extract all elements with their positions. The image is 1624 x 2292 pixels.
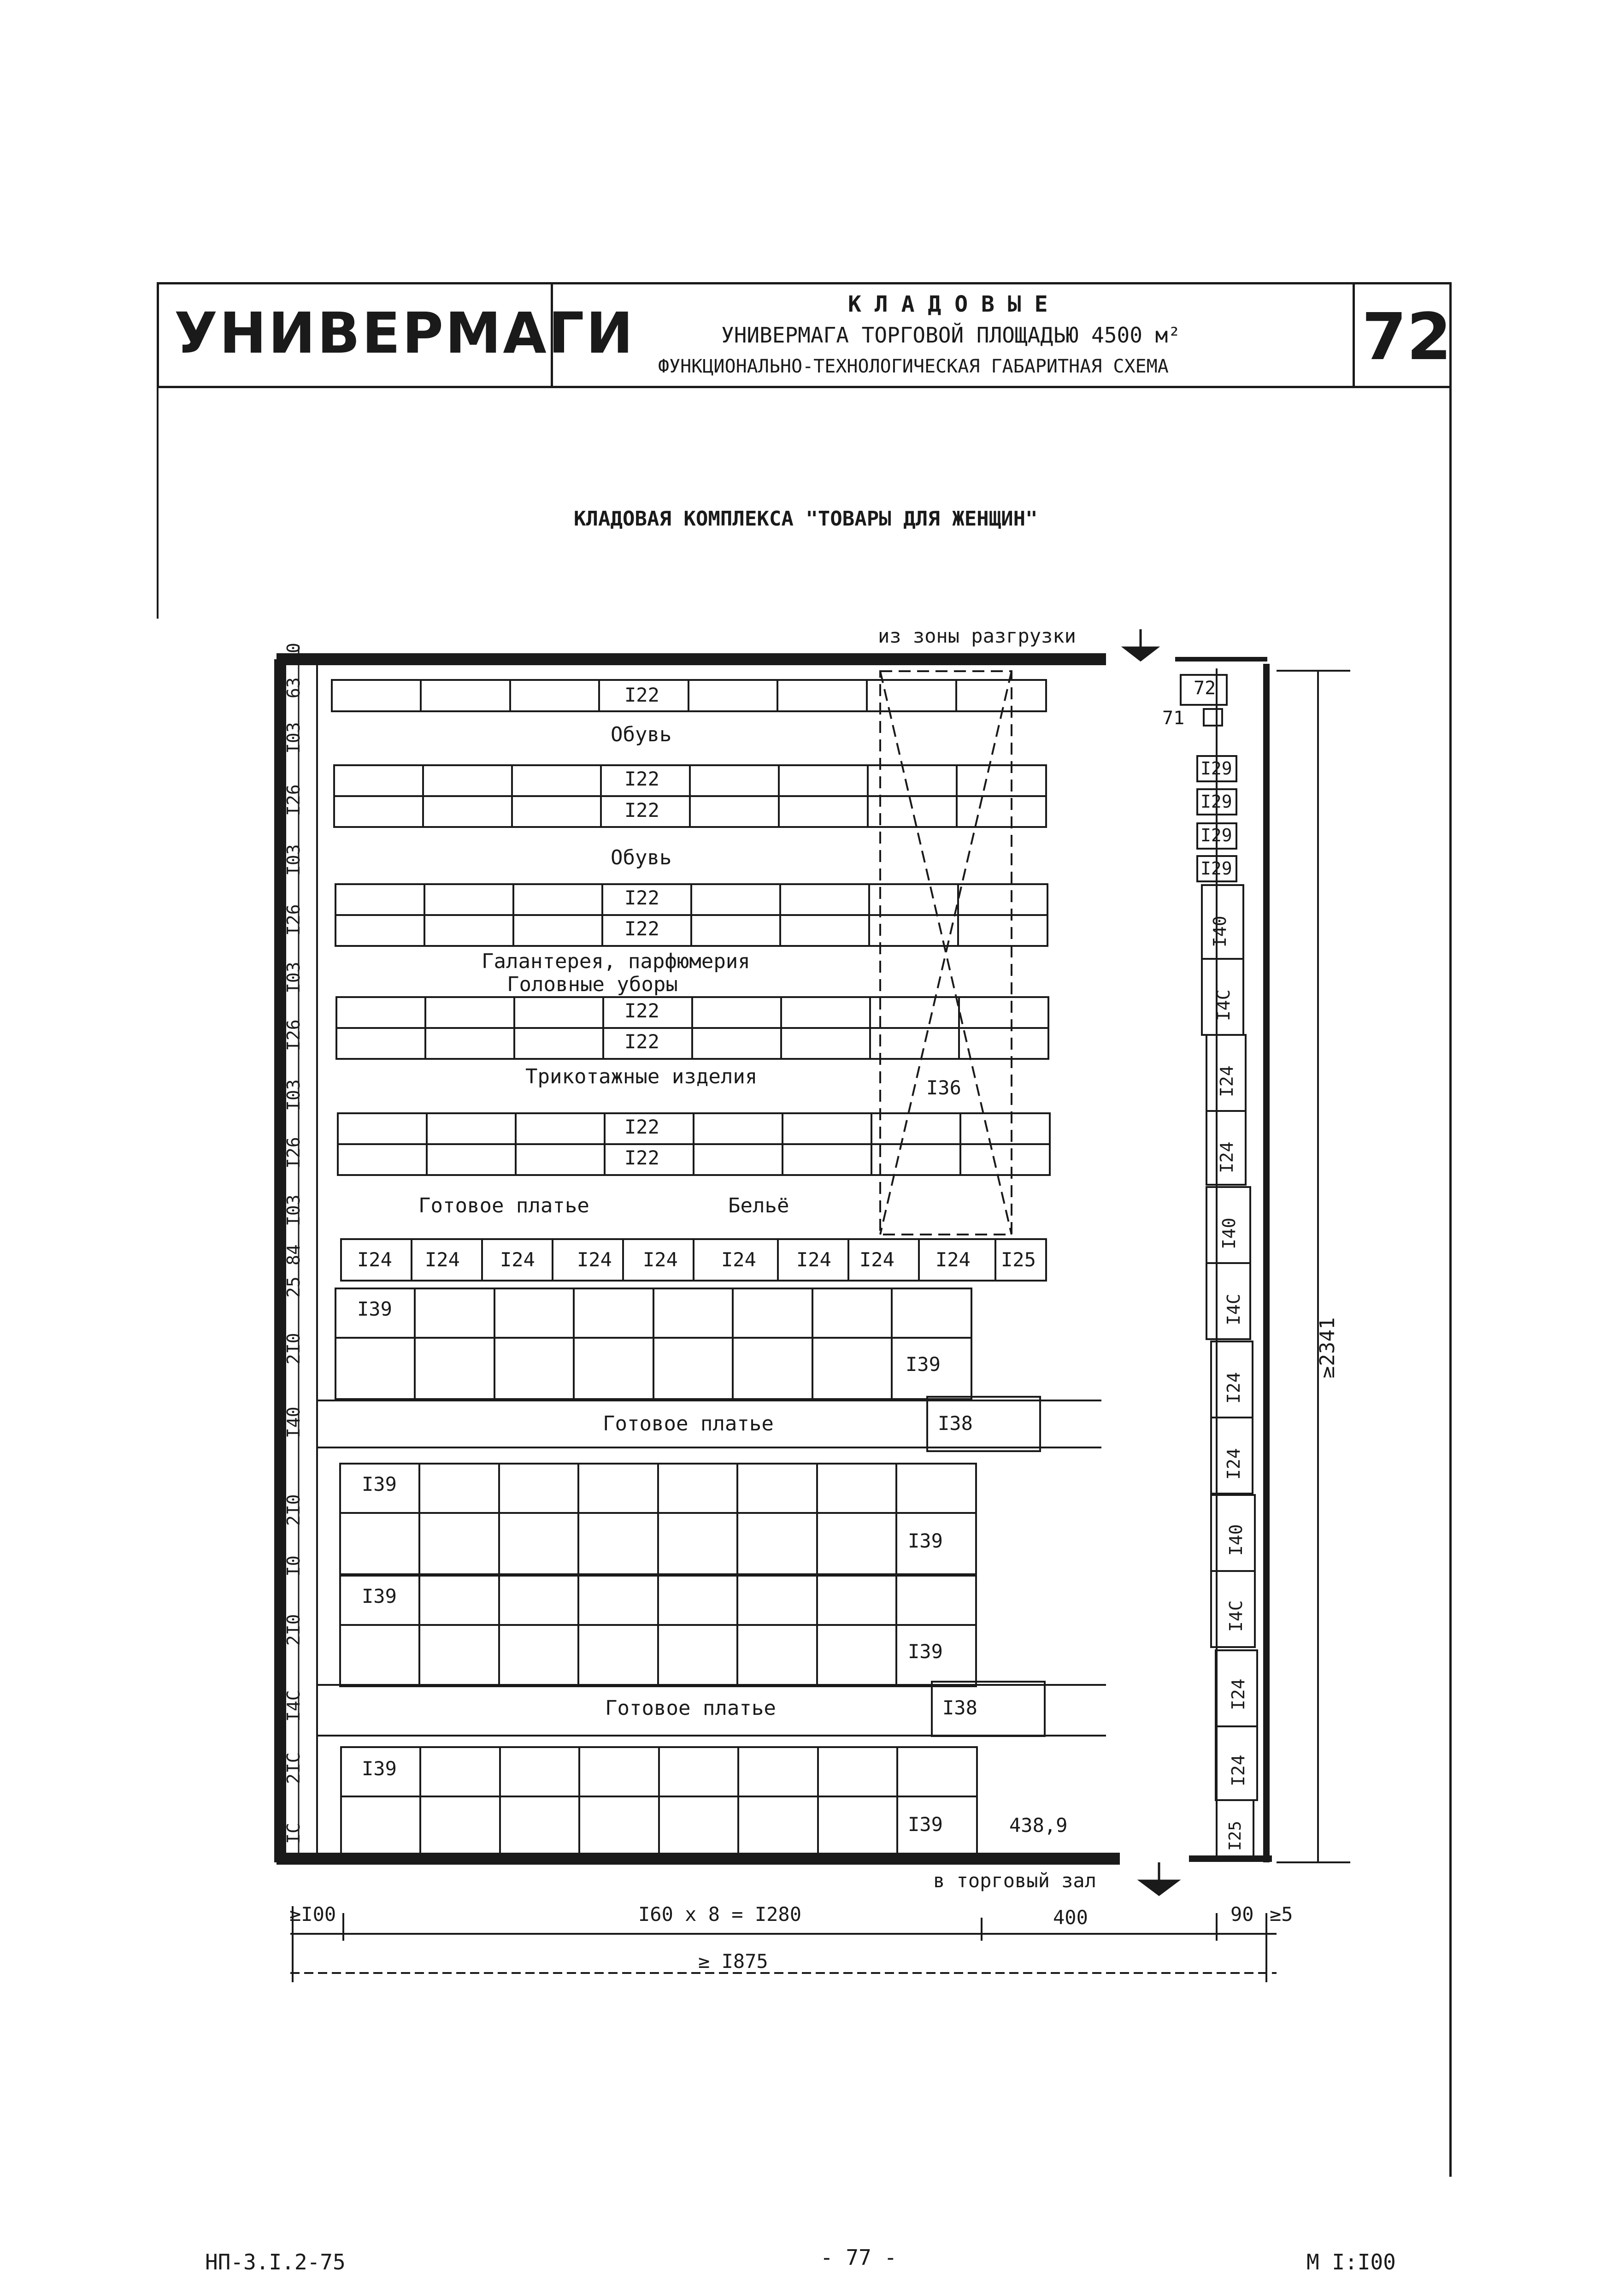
dim-bottom-2: I60 x 8 = I280 bbox=[638, 1903, 802, 1926]
left-dim: I26 bbox=[283, 784, 304, 816]
rack-label: I22 bbox=[624, 799, 659, 821]
section-gotovoe-2: Готовое платье bbox=[603, 1412, 774, 1435]
plan-heading: КЛАДОВАЯ КОМПЛЕКСА "ТОВАРЫ ДЛЯ ЖЕНЩИН" bbox=[574, 507, 1038, 531]
left-dim: 2I0 bbox=[283, 1333, 304, 1365]
side-cabinet-label: I40 bbox=[1219, 1217, 1239, 1249]
section-bele: Бельё bbox=[728, 1194, 789, 1217]
footer-code: НП-3.I.2-75 bbox=[205, 2250, 346, 2274]
table-label: I29 bbox=[1200, 792, 1232, 812]
shelf-label: I24 bbox=[721, 1248, 756, 1271]
left-dim: I26 bbox=[283, 1137, 304, 1169]
side-cabinet-label: I40 bbox=[1226, 1524, 1246, 1556]
rack-label: I22 bbox=[624, 684, 659, 706]
rack-label: I22 bbox=[624, 768, 659, 790]
side-cabinet-label: I40 bbox=[1210, 916, 1230, 947]
exit-label: в торговый зал bbox=[933, 1869, 1097, 1892]
bin-label: I39 bbox=[357, 1298, 392, 1320]
left-dim: 30 bbox=[283, 643, 304, 664]
hanger-aisles bbox=[318, 1397, 1106, 1736]
table-label: I29 bbox=[1200, 825, 1232, 845]
cart-label: I36 bbox=[926, 1076, 961, 1099]
section-galantereya: Галантерея, парфюмерия bbox=[482, 950, 750, 973]
side-shelf-label: I24 bbox=[1228, 1678, 1248, 1710]
shelf-label: I24 bbox=[936, 1248, 971, 1271]
shelf-label: I24 bbox=[425, 1248, 460, 1271]
left-dim: I26 bbox=[283, 1019, 304, 1051]
bin-label: I39 bbox=[362, 1585, 397, 1607]
left-dim: I4C bbox=[283, 1690, 304, 1722]
entry-arrow-head bbox=[1124, 648, 1157, 660]
side-cabinet-label: I4C bbox=[1224, 1294, 1244, 1325]
sheet-number: 72 bbox=[1362, 300, 1452, 375]
left-dim: 2I0 bbox=[283, 1494, 304, 1526]
side-shelf-label: I24 bbox=[1224, 1448, 1244, 1480]
table-label: I29 bbox=[1200, 758, 1232, 779]
section-golovnye: Головные уборы bbox=[507, 973, 678, 996]
left-dim: I0 bbox=[283, 1555, 304, 1577]
rack-label: I22 bbox=[624, 886, 659, 909]
side-shelf-label: I24 bbox=[1228, 1754, 1248, 1786]
table-label: I29 bbox=[1200, 858, 1232, 879]
dim-bottom-3: 400 bbox=[1053, 1906, 1088, 1929]
entry-label: из зоны разгрузки bbox=[878, 625, 1076, 647]
left-dim: I03 bbox=[283, 1194, 304, 1226]
item-71-label: 71 bbox=[1162, 708, 1185, 729]
side-cabinet-label: I4C bbox=[1213, 989, 1234, 1021]
i22-racks bbox=[332, 680, 1050, 1175]
shelf-label: I24 bbox=[500, 1248, 535, 1271]
shelf-label: I24 bbox=[643, 1248, 678, 1271]
section-gotovoe-1: Готовое платье bbox=[418, 1194, 589, 1217]
footer-scale: М I:I00 bbox=[1306, 2250, 1396, 2274]
rack-label: I22 bbox=[624, 1116, 659, 1138]
bin-label: I39 bbox=[908, 1640, 943, 1663]
area-value: 438,9 bbox=[1009, 1814, 1068, 1837]
left-dim: 84 bbox=[283, 1244, 304, 1265]
rack-label: I22 bbox=[624, 999, 659, 1022]
dim-bottom-4: 90 bbox=[1230, 1903, 1254, 1926]
i39-bins bbox=[335, 1288, 977, 1858]
section-obuv-1: Обувь bbox=[611, 723, 672, 746]
header-title-line3: ФУНКЦИОНАЛЬНО-ТЕХНОЛОГИЧЕСКАЯ ГАБАРИТНАЯ СХЕМА bbox=[658, 356, 1169, 377]
section-trikotazh: Трикотажные изделия bbox=[525, 1065, 758, 1088]
right-dimension bbox=[1277, 671, 1350, 1862]
rack-label: I22 bbox=[624, 1146, 659, 1169]
side-shelf-label: I24 bbox=[1217, 1141, 1237, 1173]
shelf-label: I24 bbox=[859, 1248, 894, 1271]
shelf-label: I24 bbox=[357, 1248, 392, 1271]
bin-label: I39 bbox=[908, 1530, 943, 1552]
dim-bottom-1: ≥I00 bbox=[289, 1903, 336, 1926]
side-shelf-label: I24 bbox=[1217, 1065, 1237, 1097]
shelf-label: I24 bbox=[577, 1248, 612, 1271]
footer-page: - 77 - bbox=[820, 2245, 897, 2270]
section-gotovoe-3: Готовое платье bbox=[605, 1696, 776, 1720]
header-title-line1: К Л А Д О В Ы Е bbox=[848, 291, 1048, 317]
hanger-label: I38 bbox=[942, 1696, 977, 1719]
header-title-line2: УНИВЕРМАГА ТОРГОВОЙ ПЛОЩАДЬЮ 4500 м² bbox=[721, 323, 1181, 348]
side-cabinet-label: I4C bbox=[1226, 1600, 1246, 1632]
left-dim: 2I0 bbox=[283, 1614, 304, 1646]
left-dims bbox=[283, 636, 311, 1858]
left-dim: I03 bbox=[283, 844, 304, 876]
left-dim: IC bbox=[283, 1823, 304, 1844]
left-dim: 2IC bbox=[283, 1752, 304, 1784]
bin-label: I39 bbox=[906, 1353, 941, 1376]
hanger-label: I38 bbox=[938, 1412, 973, 1435]
left-dim: I40 bbox=[283, 1406, 304, 1438]
left-dim: I03 bbox=[283, 1079, 304, 1111]
left-dim: I03 bbox=[283, 962, 304, 993]
bin-label: I39 bbox=[908, 1813, 943, 1836]
shelf-label: I24 bbox=[796, 1248, 831, 1271]
left-dim: 63 bbox=[283, 677, 304, 698]
bin-label: I39 bbox=[362, 1757, 397, 1780]
dim-right: ≥2341 bbox=[1316, 1317, 1339, 1378]
left-dim: 25 bbox=[283, 1276, 304, 1298]
bin-label: I39 bbox=[362, 1473, 397, 1495]
cart-i36-outline bbox=[880, 671, 1012, 1235]
left-dim: I26 bbox=[283, 904, 304, 936]
shelf-end-label: I25 bbox=[1001, 1248, 1036, 1271]
side-shelf-label: I24 bbox=[1224, 1372, 1244, 1404]
item-72-label: 72 bbox=[1194, 678, 1216, 699]
rack-label: I22 bbox=[624, 917, 659, 940]
section-obuv-2: Обувь bbox=[611, 846, 672, 869]
dim-bottom-5: ≥5 bbox=[1270, 1903, 1293, 1926]
brand-logo: УНИВЕРМАГИ bbox=[174, 301, 635, 366]
left-dim: I03 bbox=[283, 722, 304, 754]
side-shelf-end-label: I25 bbox=[1226, 1820, 1245, 1851]
exit-arrow-head bbox=[1141, 1881, 1177, 1895]
dim-bottom-total: ≥ I875 bbox=[698, 1950, 768, 1973]
rack-label: I22 bbox=[624, 1030, 659, 1053]
